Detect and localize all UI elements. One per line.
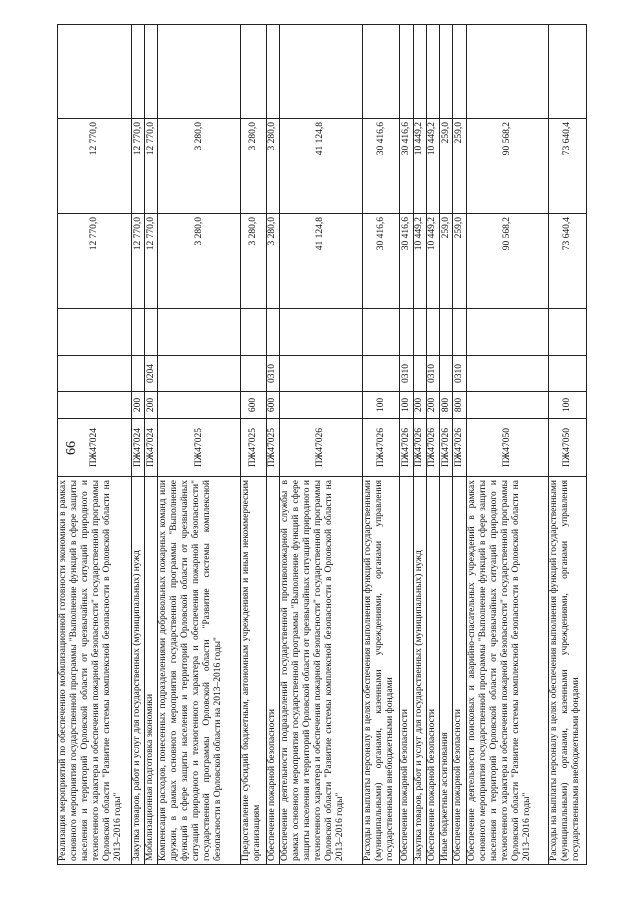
table-row <box>549 25 587 865</box>
expense-type-cell <box>158 392 241 419</box>
row-name-cell: Закупка товаров, работ и услуг для государственных (муниципальных) нужд <box>413 477 426 865</box>
empty-cell <box>145 25 158 119</box>
budget-table-rotated <box>57 25 587 865</box>
row-name-cell: Расходы на выплаты персоналу в целях обеспечения выполнения функций государственными (муниципальными) органами, казенными учреждениями, органами управления государственными внебюджетными фондами <box>362 477 400 865</box>
amount-cell-2: 10 449,2 <box>413 119 426 214</box>
table-row <box>158 25 241 865</box>
amount-cell-1: 259,0 <box>453 214 466 309</box>
empty-cell <box>158 309 241 356</box>
section-code-cell <box>58 356 132 392</box>
section-code-cell: 0310 <box>400 356 413 392</box>
target-article-cell: ПЖ47026 <box>440 419 453 477</box>
expense-type-cell: 600 <box>266 392 279 419</box>
empty-cell <box>453 25 466 119</box>
table-row <box>440 25 453 865</box>
section-code-cell <box>466 356 549 392</box>
target-article-cell: ПЖ47050 <box>549 419 587 477</box>
amount-cell-1: 41 124,8 <box>279 214 362 309</box>
amount-cell-2: 12 770,0 <box>145 119 158 214</box>
expense-type-cell: 200 <box>426 392 439 419</box>
empty-cell <box>413 25 426 119</box>
empty-cell <box>549 309 587 356</box>
section-code-cell <box>549 356 587 392</box>
target-article-cell: ПЖ47026 <box>453 419 466 477</box>
empty-cell <box>362 309 400 356</box>
target-article-cell: ПЖ47026 <box>413 419 426 477</box>
table-row <box>266 25 279 865</box>
target-article-cell: ПЖ47050 <box>466 419 549 477</box>
row-name-cell: Обеспечение пожарной безопасности <box>453 477 466 865</box>
table-row <box>145 25 158 865</box>
expense-type-cell <box>279 392 362 419</box>
empty-cell <box>400 25 413 119</box>
expense-type-cell <box>58 392 132 419</box>
expense-type-cell <box>466 392 549 419</box>
row-name-cell: Реализация мероприятий по обеспечению мобилизационной готовности экономики в рамках основного мероприятия государственной программы "Выполнение функций в сфере защиты населения и территорий Орловской области от чрезвычайных ситуаций природного и техногенного характера и обеспечения пожарной безопасности" государственной программы Орловской области "Развитие системы комплексной безопасности в Орловской области на 2013–2016 годы" <box>58 477 132 865</box>
empty-cell <box>362 25 400 119</box>
row-name-cell: Обеспечение деятельности подразделений государственной противопожарной службы в рамках основного мероприятия государственной программы "Выполнение функций в сфере защиты населения и территорий Орловской области от чрезвычайных ситуаций природного и техногенного характера и обеспечения пожарной безопасности" государственной программы Орловской области "Развитие системы комплексной безопасности в Орловской области на 2013–2016 годы" <box>279 477 362 865</box>
expense-type-cell: 200 <box>145 392 158 419</box>
expense-type-cell: 100 <box>549 392 587 419</box>
amount-cell-1: 3 280,0 <box>241 214 266 309</box>
empty-cell <box>266 25 279 119</box>
amount-cell-2: 10 449,2 <box>426 119 439 214</box>
expense-type-cell: 800 <box>453 392 466 419</box>
row-name-cell: Закупка товаров, работ и услуг для государственных (муниципальных) нужд <box>131 477 144 865</box>
section-code-cell: 0310 <box>453 356 466 392</box>
amount-cell-1: 73 640,4 <box>549 214 587 309</box>
table-row <box>58 25 132 865</box>
section-code-cell <box>413 356 426 392</box>
amount-cell-1: 3 280,0 <box>266 214 279 309</box>
amount-cell-1: 10 449,2 <box>413 214 426 309</box>
amount-cell-2: 30 416,6 <box>400 119 413 214</box>
table-row <box>400 25 413 865</box>
empty-cell <box>58 309 132 356</box>
table-row <box>279 25 362 865</box>
section-code-cell <box>241 356 266 392</box>
table-body <box>58 25 587 865</box>
empty-cell <box>266 309 279 356</box>
row-name-cell: Обеспечение пожарной безопасности <box>266 477 279 865</box>
amount-cell-2: 73 640,4 <box>549 119 587 214</box>
empty-cell <box>400 309 413 356</box>
expense-type-cell: 800 <box>440 392 453 419</box>
empty-cell <box>241 25 266 119</box>
row-name-cell: Компенсация расходов, понесенных подразделениями добровольных пожарных команд или дружин, в рамках основного мероприятия государственной программы "Выполнение функций в сфере защиты населения и территорий Орловской области от чрезвычайных ситуаций природного и техногенного характера и обеспечения пожарной безопасности" государственной программы Орловской области "Развитие системы комплексной безопасности в Орловской области на 2013–2016 годы" <box>158 477 241 865</box>
row-name-cell: Обеспечение пожарной безопасности <box>400 477 413 865</box>
empty-cell <box>158 25 241 119</box>
empty-cell <box>426 25 439 119</box>
target-article-cell: ПЖ47024 <box>145 419 158 477</box>
expense-type-cell: 200 <box>131 392 144 419</box>
target-article-cell: ПЖ47025 <box>266 419 279 477</box>
target-article-cell: ПЖ47026 <box>400 419 413 477</box>
amount-cell-2: 3 280,0 <box>158 119 241 214</box>
section-code-cell <box>158 356 241 392</box>
section-code-cell: 0204 <box>145 356 158 392</box>
amount-cell-1: 12 770,0 <box>145 214 158 309</box>
table-row <box>453 25 466 865</box>
row-name-cell: Обеспечение пожарной безопасности <box>426 477 439 865</box>
empty-cell <box>453 309 466 356</box>
target-article-cell: ПЖ47026 <box>362 419 400 477</box>
amount-cell-1: 30 416,6 <box>400 214 413 309</box>
empty-cell <box>241 309 266 356</box>
amount-cell-1: 30 416,6 <box>362 214 400 309</box>
amount-cell-2: 3 280,0 <box>266 119 279 214</box>
table-row <box>131 25 144 865</box>
table-row <box>466 25 549 865</box>
amount-cell-2: 41 124,8 <box>279 119 362 214</box>
amount-cell-1: 90 568,2 <box>466 214 549 309</box>
target-article-cell: ПЖ47024 <box>58 419 132 477</box>
row-name-cell: Расходы на выплаты персоналу в целях обеспечения выполнения функций государственными (муниципальными) органами, казенными учреждениями, органами управления государственными внебюджетными фондами <box>549 477 587 865</box>
expense-type-cell: 100 <box>362 392 400 419</box>
target-article-cell: ПЖ47026 <box>426 419 439 477</box>
amount-cell-2: 30 416,6 <box>362 119 400 214</box>
expense-type-cell: 100 <box>400 392 413 419</box>
empty-cell <box>466 25 549 119</box>
target-article-cell: ПЖ47025 <box>241 419 266 477</box>
amount-cell-2: 12 770,0 <box>131 119 144 214</box>
empty-cell <box>440 309 453 356</box>
empty-cell <box>145 309 158 356</box>
amount-cell-2: 259,0 <box>440 119 453 214</box>
empty-cell <box>440 25 453 119</box>
amount-cell-2: 12 770,0 <box>58 119 132 214</box>
empty-cell <box>131 25 144 119</box>
expense-type-cell: 200 <box>413 392 426 419</box>
empty-cell <box>426 309 439 356</box>
amount-cell-2: 3 280,0 <box>241 119 266 214</box>
page-number: 66 <box>64 441 79 455</box>
section-code-cell <box>440 356 453 392</box>
empty-cell <box>466 309 549 356</box>
empty-cell <box>549 25 587 119</box>
empty-cell <box>131 309 144 356</box>
row-name-cell: Иные бюджетные ассигнования <box>440 477 453 865</box>
amount-cell-1: 10 449,2 <box>426 214 439 309</box>
table-row <box>413 25 426 865</box>
empty-cell <box>58 25 132 119</box>
target-article-cell: ПЖ47025 <box>158 419 241 477</box>
table-row <box>241 25 266 865</box>
row-name-cell: Мобилизационная подготовка экономики <box>145 477 158 865</box>
budget-table <box>57 24 587 865</box>
row-name-cell: Обеспечение деятельности поисковых и аварийно-спасательных учреждений в рамках основного мероприятия государственной программы "Выполнение функций в сфере защиты населения и территорий Орловской области от чрезвычайных ситуаций природного и техногенного характера и обеспечения пожарной безопасности" государственной программы Орловской области "Развитие системы комплексной безопасности в Орловской области на 2013–2016 годы" <box>466 477 549 865</box>
amount-cell-1: 12 770,0 <box>131 214 144 309</box>
amount-cell-1: 3 280,0 <box>158 214 241 309</box>
table-row <box>362 25 400 865</box>
table-row <box>426 25 439 865</box>
empty-cell <box>279 25 362 119</box>
section-code-cell <box>362 356 400 392</box>
amount-cell-2: 259,0 <box>453 119 466 214</box>
empty-cell <box>413 309 426 356</box>
section-code-cell <box>279 356 362 392</box>
section-code-cell <box>131 356 144 392</box>
amount-cell-2: 90 568,2 <box>466 119 549 214</box>
section-code-cell: 0310 <box>266 356 279 392</box>
amount-cell-1: 259,0 <box>440 214 453 309</box>
section-code-cell: 0310 <box>426 356 439 392</box>
empty-cell <box>279 309 362 356</box>
expense-type-cell: 600 <box>241 392 266 419</box>
amount-cell-1: 12 770,0 <box>58 214 132 309</box>
target-article-cell: ПЖ47024 <box>131 419 144 477</box>
row-name-cell: Предоставление субсидий бюджетным, автономным учреждениям и иным некоммерческим организациям <box>241 477 266 865</box>
target-article-cell: ПЖ47026 <box>279 419 362 477</box>
